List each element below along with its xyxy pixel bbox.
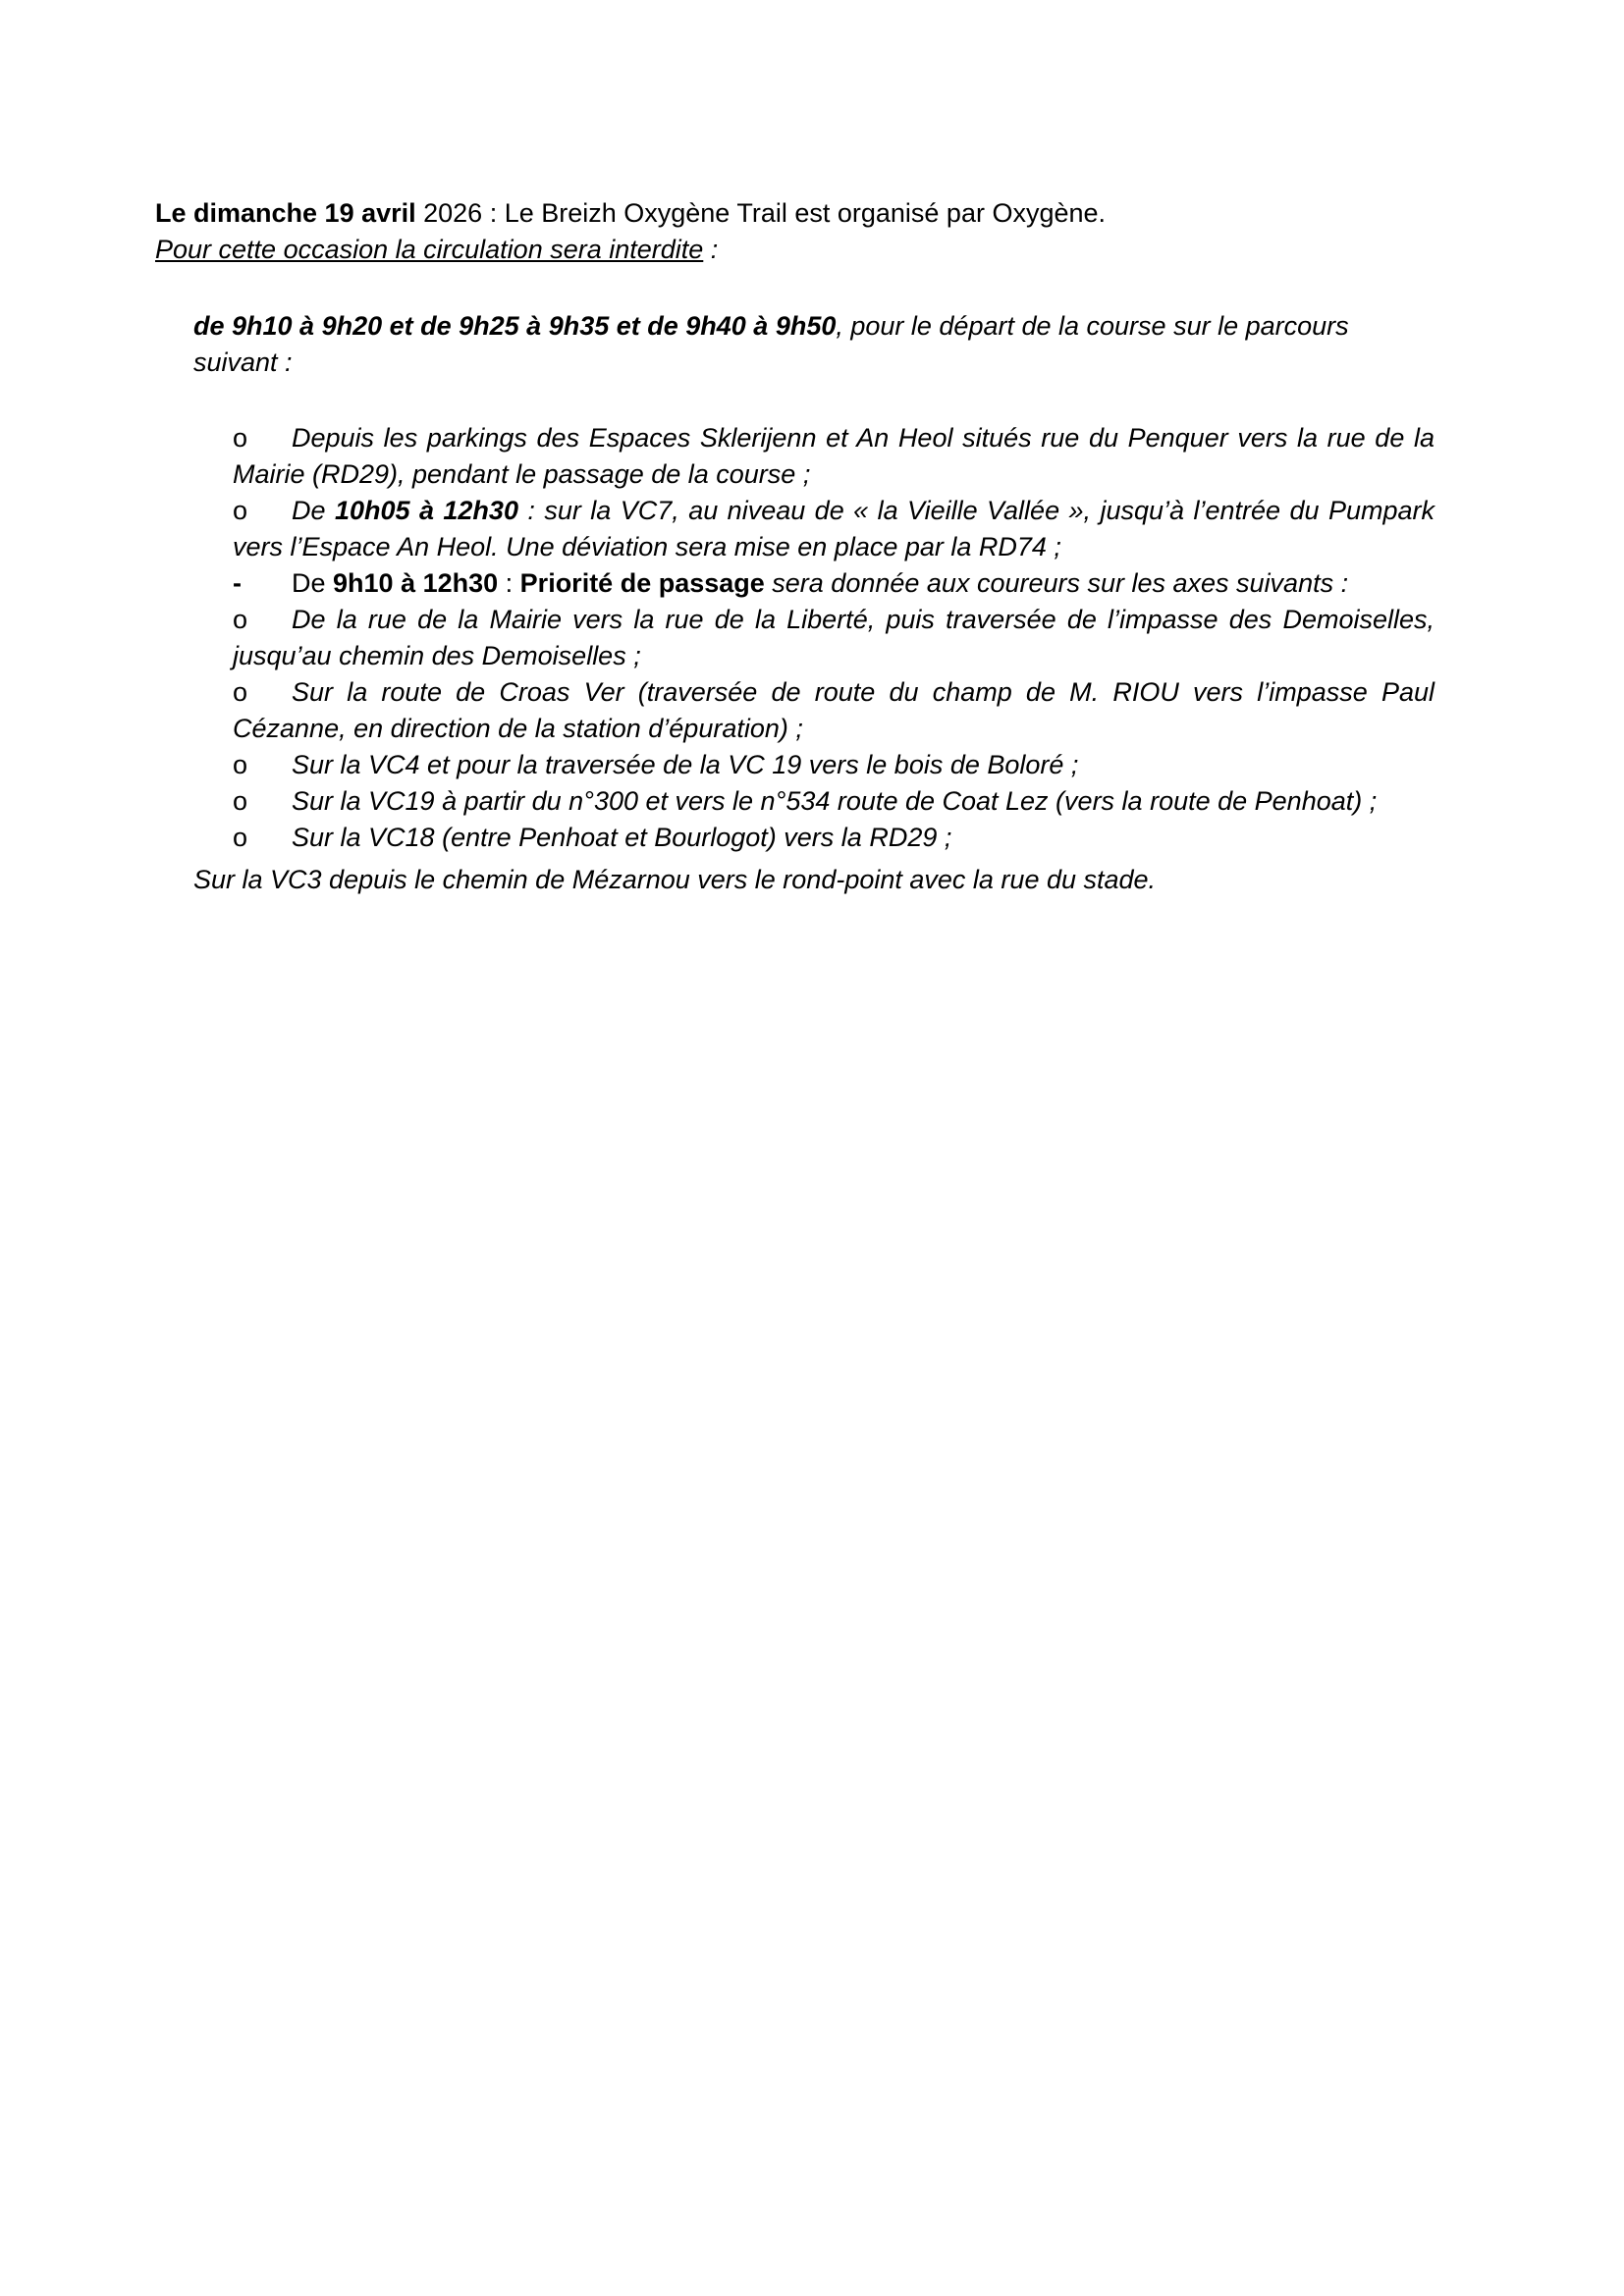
restriction-times: de 9h10 à 9h20 et de 9h25 à 9h35 et de 9h40 à 9h50 [193, 311, 837, 341]
bullet-marker: o [233, 677, 248, 707]
list-item [233, 820, 1435, 856]
dash-marker: - [233, 568, 242, 598]
final-route-line: Sur la VC3 depuis le chemin de Mézarnou vers le rond-point avec la rue du stade. [193, 865, 1157, 894]
list-item-text: Sur la VC19 à partir du n°300 et vers le n°534 route de Coat Lez (vers la route de Penhoat) ; [292, 786, 1378, 816]
list-item [233, 565, 1435, 602]
list-item [233, 493, 1435, 565]
list-item-text: Sur la VC18 (entre Penhoat et Bourlogot) vers la RD29 ; [292, 823, 952, 852]
list-item-text: Depuis les parkings des Espaces Sklerijenn et An Heol situés rue du Penquer vers la rue de la Mairie (RD29), pendant le passage de la course ; [233, 423, 1435, 489]
bullet-marker: o [233, 496, 248, 525]
list-item [233, 602, 1435, 674]
list-item [233, 674, 1435, 747]
bullet-marker: o [233, 750, 248, 779]
restriction-line-2 [193, 345, 293, 381]
list-item-text: De 10h05 à 12h30 : sur la VC7, au niveau de « la Vieille Vallée », jusqu’à l’entrée du Pumpark vers l’Espace An Heol. Une déviation sera mise en place par la RD74 ; [233, 496, 1435, 561]
bullet-marker: o [233, 605, 248, 634]
occasion-heading [155, 232, 718, 268]
list-item-text: Sur la VC4 et pour la traversée de la VC 19 vers le bois de Boloré ; [292, 750, 1079, 779]
event-announcement [155, 195, 1106, 232]
restriction-text-2: suivant : [193, 347, 293, 377]
bullet-marker: o [233, 823, 248, 852]
list-item-text: De la rue de la Mairie vers la rue de la Liberté, puis traversée de l’impasse des Demoiselles, jusqu’au chemin des Demoiselles ; [233, 605, 1435, 670]
list-item [233, 747, 1435, 783]
list-item [233, 420, 1435, 493]
bullet-marker: o [233, 786, 248, 816]
event-description: 2026 : Le Breizh Oxygène Trail est organisé par Oxygène. [415, 198, 1107, 228]
list-item [233, 783, 1435, 820]
occasion-underlined: Pour cette occasion la circulation sera interdite [155, 235, 704, 264]
bullet-marker: o [233, 423, 248, 453]
restriction-line-1 [193, 308, 1349, 345]
list-item-text: Sur la route de Croas Ver (traversée de route du champ de M. RIOU vers l’impasse Paul Cézanne, en direction de la station d’épuration) ; [233, 677, 1435, 743]
restriction-text-1: , pour le départ de la course sur le parcours [836, 311, 1349, 341]
list-item-text: De 9h10 à 12h30 : Priorité de passage sera donnée aux coureurs sur les axes suivants : [292, 568, 1349, 598]
event-date: Le dimanche 19 avril [155, 198, 416, 228]
occasion-suffix: : [703, 235, 719, 264]
